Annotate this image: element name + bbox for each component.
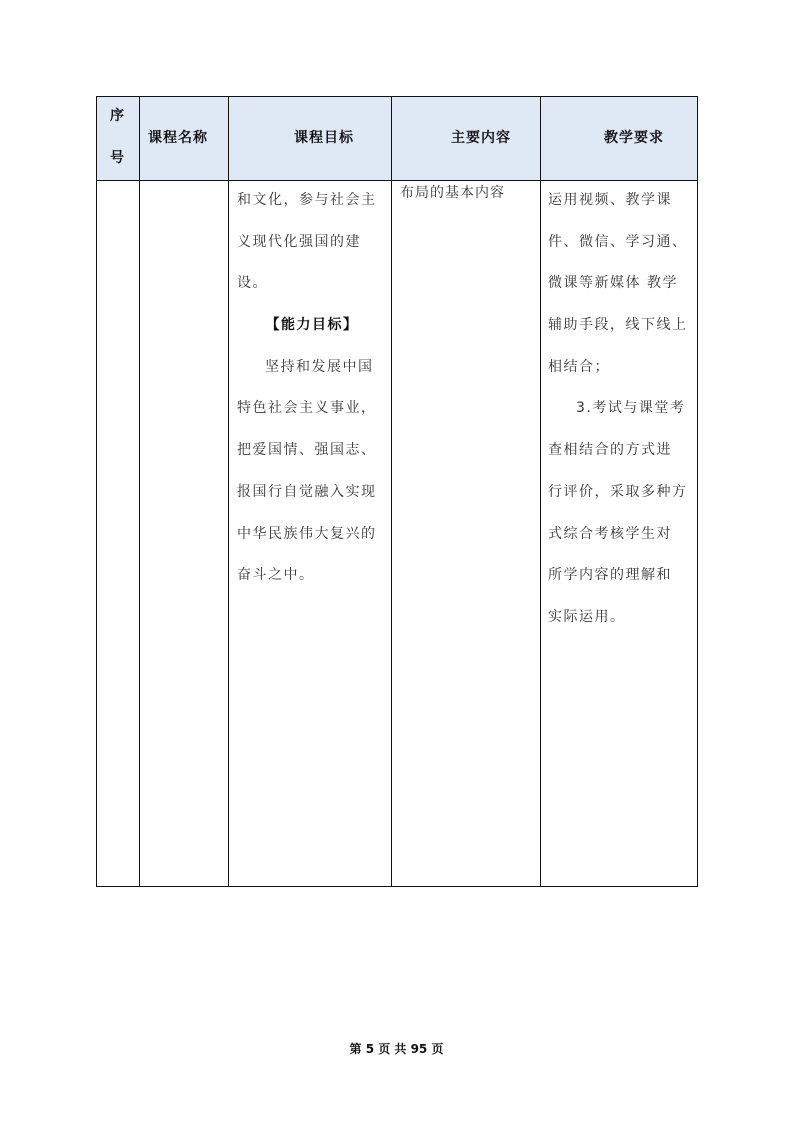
column-divider-3 xyxy=(391,96,392,887)
table-bottom-border xyxy=(96,886,698,887)
requirement-line: 3.考试与课堂考 xyxy=(576,400,686,417)
requirement-line: 查相结合的方式进 xyxy=(548,442,672,459)
course-goal-cell xyxy=(237,180,387,597)
column-divider-4 xyxy=(540,96,541,887)
teaching-requirement-cell xyxy=(548,180,694,639)
requirement-line: 辅助手段，线下线上 xyxy=(548,317,688,334)
goal-line: 坚持和发展中国 xyxy=(265,358,374,375)
ability-goal-heading: 【能力目标】 xyxy=(265,317,359,334)
requirement-line: 实际运用。 xyxy=(548,608,626,625)
column-divider-1 xyxy=(139,96,140,887)
requirement-line: 相结合； xyxy=(548,358,610,375)
goal-line: 把爱国情、强国志、 xyxy=(237,442,377,459)
header-course-goal: 课程目标 xyxy=(294,130,354,146)
requirement-line: 式综合考核学生对 xyxy=(548,525,672,542)
table-right-border xyxy=(697,96,698,887)
goal-line: 中华民族伟大复兴的 xyxy=(237,525,377,542)
header-main-content: 主要内容 xyxy=(451,130,511,146)
header-seq-top: 序 xyxy=(110,108,125,124)
header-course-name: 课程名称 xyxy=(148,130,208,146)
table-left-border xyxy=(96,96,97,887)
table-top-border xyxy=(96,96,698,97)
goal-line: 奋斗之中。 xyxy=(237,567,315,584)
header-teaching-requirement: 教学要求 xyxy=(604,130,664,146)
requirement-line: 行评价，采取多种方 xyxy=(548,483,688,500)
requirement-line: 所学内容的理解和 xyxy=(548,567,672,584)
goal-line: 义现代化强国的建 xyxy=(237,233,361,250)
requirement-line: 运用视频、教学课 xyxy=(548,192,672,208)
goal-line: 特色社会主义事业， xyxy=(237,400,377,417)
goal-line: 设。 xyxy=(237,275,268,292)
requirement-line: 微课等新媒体 教学 xyxy=(548,275,678,292)
course-table xyxy=(96,96,698,887)
requirement-line: 件、微信、学习通、 xyxy=(548,233,688,250)
goal-line: 和文化，参与社会主 xyxy=(237,192,377,208)
column-divider-2 xyxy=(228,96,229,887)
goal-line: 报国行自觉融入实现 xyxy=(237,483,377,500)
header-seq-bottom: 号 xyxy=(110,150,125,166)
page-footer: 第 5 页 共 95 页 xyxy=(349,1042,444,1056)
main-content-cell: 布局的基本内容 xyxy=(400,185,505,201)
